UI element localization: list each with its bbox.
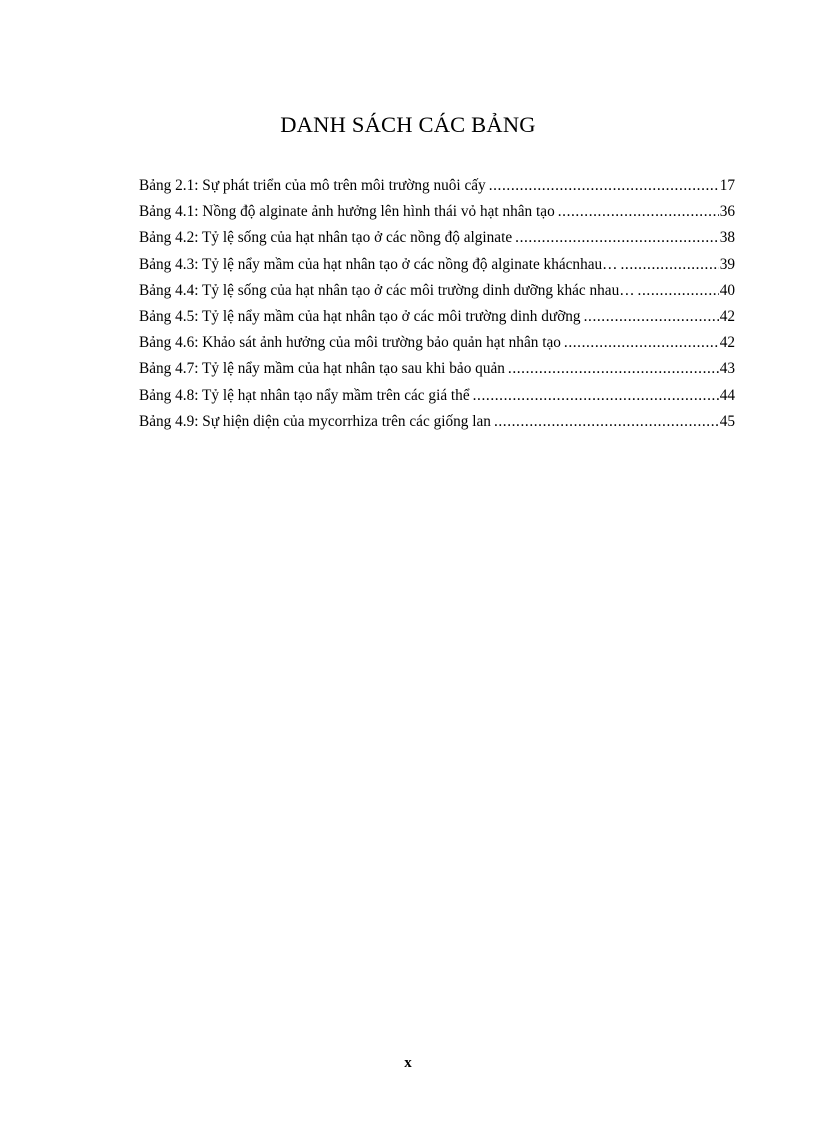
dot-leader <box>489 173 719 199</box>
dot-leader <box>515 225 719 251</box>
dot-leader <box>584 304 719 330</box>
entry-page-number: 44 <box>719 386 735 404</box>
dot-leader <box>494 409 719 435</box>
entry-label: Bảng 4.3: Tỷ lệ nẩy mầm của hạt nhân tạo ở các nồng độ alginate khácnhau… <box>139 255 618 273</box>
dot-leader <box>564 330 719 356</box>
table-list-entry <box>139 278 735 304</box>
entry-label: Bảng 4.1: Nồng độ alginate ảnh hưởng lên hình thái vỏ hạt nhân tạo <box>139 203 555 221</box>
entry-label: Bảng 4.6: Khảo sát ảnh hưởng của môi trường bảo quản hạt nhân tạo <box>139 334 561 352</box>
table-list-entry <box>139 173 735 199</box>
dot-leader <box>473 383 719 409</box>
table-list-entry <box>139 304 735 330</box>
entry-label: Bảng 4.7: Tỷ lệ nẩy mầm của hạt nhân tạo sau khi bảo quản <box>139 360 505 378</box>
table-list-entry <box>139 383 735 409</box>
table-list-entry <box>139 225 735 251</box>
entry-page-number: 38 <box>719 229 735 247</box>
entry-label: Bảng 4.5: Tỷ lệ nẩy mầm của hạt nhân tạo ở các môi trường dinh dưỡng <box>139 307 581 325</box>
table-list-entry <box>139 252 735 278</box>
entry-label: Bảng 4.2: Tỷ lệ sống của hạt nhân tạo ở các nồng độ alginate <box>139 229 513 247</box>
table-list <box>139 173 735 435</box>
entry-page-number: 39 <box>719 255 735 273</box>
table-list-entry <box>139 356 735 382</box>
entry-page-number: 40 <box>719 281 735 299</box>
entry-page-number: 36 <box>719 203 735 221</box>
dot-leader <box>620 252 718 278</box>
dot-leader <box>558 199 719 225</box>
entry-page-number: 45 <box>719 412 735 430</box>
table-list-entry <box>139 199 735 225</box>
dot-leader <box>638 278 719 304</box>
table-list-entry <box>139 330 735 356</box>
entry-page-number: 43 <box>719 360 735 378</box>
page-title: DANH SÁCH CÁC BẢNG <box>280 112 536 137</box>
dot-leader <box>508 356 719 382</box>
entry-page-number: 42 <box>719 307 735 325</box>
table-list-entry <box>139 409 735 435</box>
entry-page-number: 42 <box>719 334 735 352</box>
entry-label: Bảng 4.9: Sự hiện diện của mycorrhiza trên các giống lan <box>139 412 491 430</box>
entry-page-number: 17 <box>719 177 735 194</box>
page-number: x <box>404 1055 412 1071</box>
entry-label: Bảng 2.1: Sự phát triển của mô trên môi trường nuôi cấy <box>139 177 486 194</box>
entry-label: Bảng 4.4: Tỷ lệ sống của hạt nhân tạo ở các môi trường dinh dưỡng khác nhau… <box>139 281 635 299</box>
entry-label: Bảng 4.8: Tỷ lệ hạt nhân tạo nẩy mầm trên các giá thể <box>139 386 470 404</box>
